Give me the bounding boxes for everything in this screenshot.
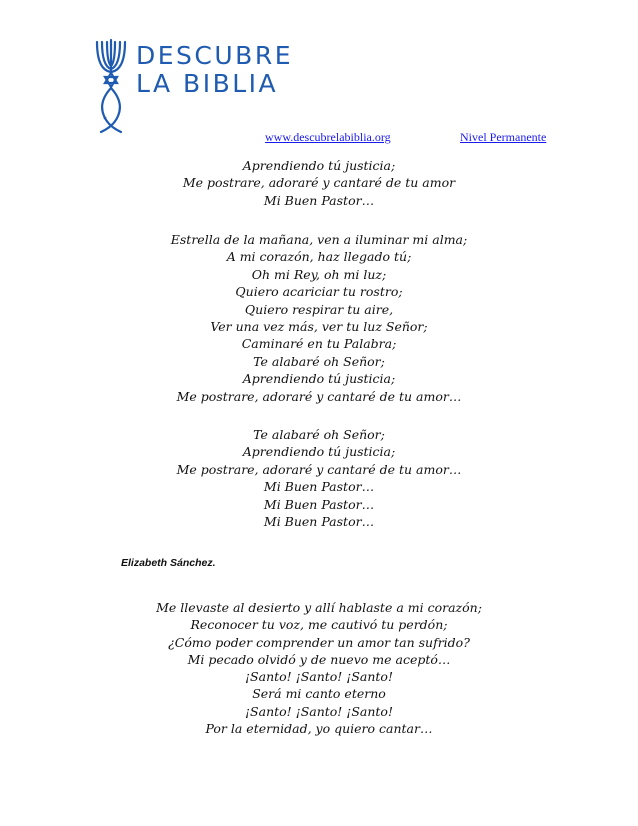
lyric-line: Mi Buen Pastor…: [263, 496, 375, 512]
lyric-line: Por la eternidad, yo quiero cantar…: [205, 721, 433, 737]
lyric-line: ¡Santo! ¡Santo! ¡Santo!: [245, 703, 393, 719]
author-name: Elizabeth Sánchez.: [121, 557, 216, 569]
logo: [90, 36, 293, 136]
lyric-line: Quiero acariciar tu rostro;: [235, 284, 403, 300]
lyric-line: Aprendiendo tú justicia;: [242, 158, 396, 173]
level-link[interactable]: Nivel Permanente: [460, 130, 547, 144]
lyric-line: Será mi canto eterno: [252, 686, 386, 702]
lyric-line: Estrella de la mañana, ven a iluminar mi alma;: [170, 232, 468, 247]
lyric-line: Me postrare, adoraré y cantaré de tu amor…: [176, 461, 462, 477]
logo-line-1: DESCUBRE: [136, 41, 293, 70]
logo-line-2: LA BIBLIA: [136, 69, 279, 98]
stanza-3: [0, 426, 638, 530]
stanza-4: [0, 599, 638, 737]
stanza-2: [0, 231, 638, 405]
lyric-line: Aprendiendo tú justicia;: [242, 444, 396, 460]
logo-text: [136, 42, 293, 98]
lyric-line: Mi pecado olvidó y de nuevo me aceptó…: [187, 651, 451, 667]
lyric-line: ¡Santo! ¡Santo! ¡Santo!: [245, 669, 393, 685]
lyric-line: Oh mi Rey, oh mi luz;: [251, 266, 387, 282]
lyric-line: ¿Cómo poder comprender un amor tan sufrido?: [168, 634, 470, 650]
lyric-line: Mi Buen Pastor…: [263, 479, 375, 495]
lyric-line: Quiero respirar tu aire,: [244, 301, 394, 317]
lyric-line: Mi Buen Pastor…: [263, 514, 375, 530]
lyric-line: Aprendiendo tú justicia;: [242, 371, 396, 387]
lyric-line: Me postrare, adoraré y cantaré de tu amor: [182, 175, 456, 191]
menorah-star-fish-icon: [90, 36, 132, 136]
lyric-line: Mi Buen Pastor…: [263, 192, 375, 208]
lyric-line: Te alabaré oh Señor;: [253, 353, 385, 369]
website-link[interactable]: www.descubrelabiblia.org: [265, 130, 391, 144]
lyric-line: Me llevaste al desierto y allí hablaste a mi corazón;: [156, 600, 482, 615]
lyric-line: Te alabaré oh Señor;: [253, 427, 385, 442]
stanza-1: [0, 157, 638, 209]
lyric-line: Reconocer tu voz, me cautivó tu perdón;: [190, 617, 448, 633]
lyric-line: Caminaré en tu Palabra;: [241, 336, 397, 352]
lyric-line: Me postrare, adoraré y cantaré de tu amor…: [176, 388, 462, 404]
lyric-line: Ver una vez más, ver tu luz Señor;: [210, 319, 428, 335]
lyric-line: A mi corazón, haz llegado tú;: [226, 249, 412, 265]
